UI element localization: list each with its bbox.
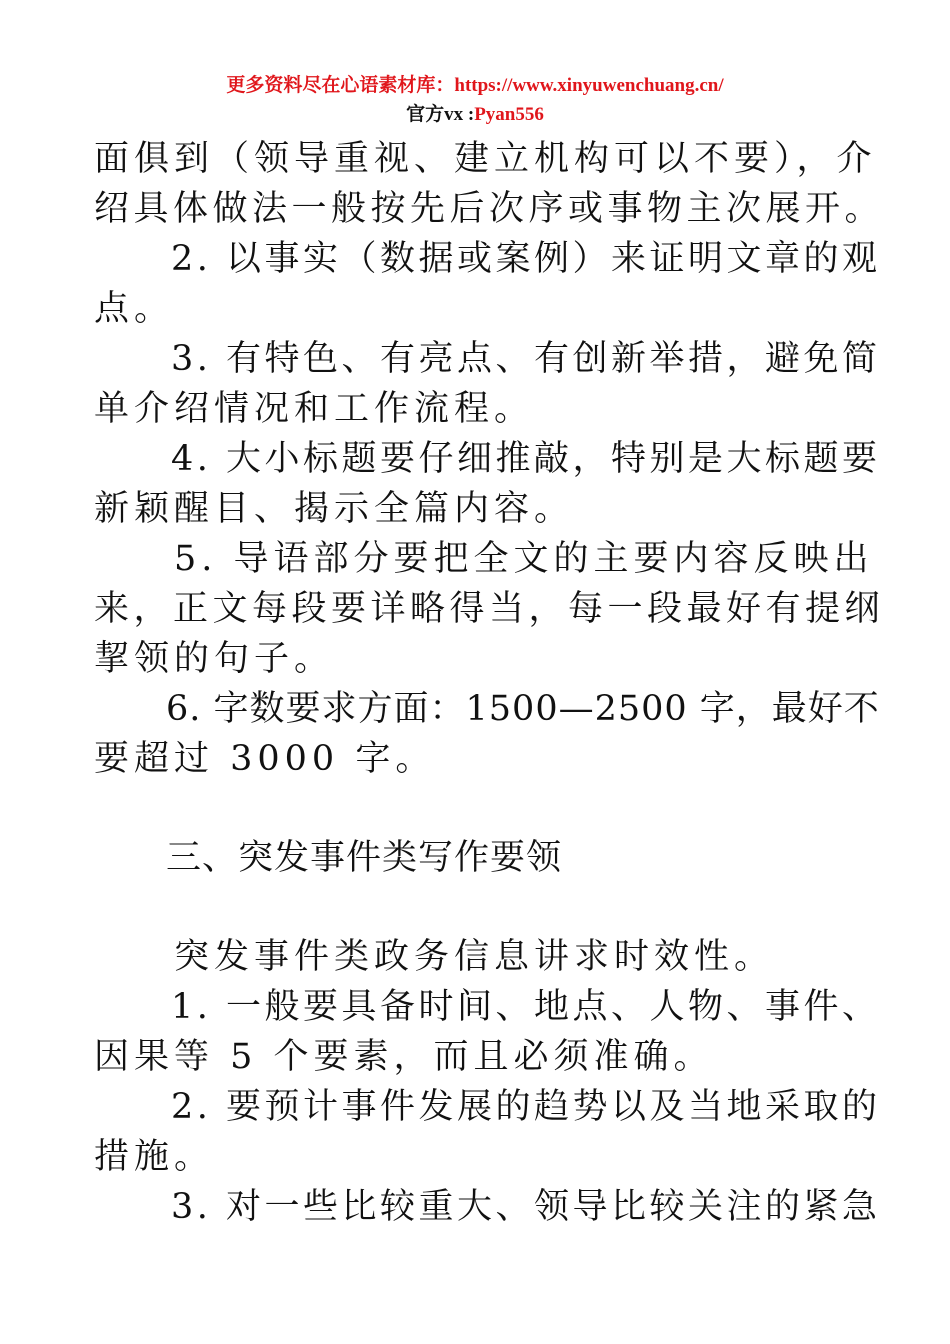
watermark-banner: [0, 70, 950, 97]
watermark-contact-id: Pyan556: [474, 104, 544, 125]
paragraph-line: 要超过 3000 字。: [94, 739, 436, 779]
paragraph-line: 1. 一般要具备时间、地点、人物、事件、: [94, 987, 881, 1027]
paragraph-line: 来，正文每段要详略得当，每一段最好有提纲: [94, 589, 885, 629]
paragraph-line: 3. 对一些比较重大、领导比较关注的紧急: [94, 1187, 881, 1227]
paragraph-line: 5. 导语部分要把全文的主要内容反映出: [94, 539, 874, 579]
section-heading: 三、突发事件类写作要领: [166, 838, 563, 878]
paragraph-line: 突发事件类政务信息讲求时效性。: [94, 937, 775, 977]
paragraph-line: 因果等 5 个要素，而且必须准确。: [94, 1037, 714, 1077]
paragraph-line: 点。: [94, 289, 175, 329]
paragraph-line: 挈领的句子。: [94, 639, 335, 679]
paragraph-line: 措施。: [94, 1137, 215, 1177]
paragraph-line: 单介绍情况和工作流程。: [94, 389, 535, 429]
paragraph-line: 绍具体做法一般按先后次序或事物主次展开。: [94, 189, 885, 229]
paragraph-line: 2. 以事实（数据或案例）来证明文章的观: [94, 239, 881, 279]
watermark-contact: [0, 99, 950, 126]
paragraph-line: 2. 要预计事件发展的趋势以及当地采取的: [94, 1087, 881, 1127]
paragraph-line: 面俱到（领导重视、建立机构可以不要），介: [94, 139, 877, 179]
watermark-text: 更多资料尽在心语素材库：https://www.xinyuwenchuang.cn/: [226, 75, 724, 96]
paragraph-line: 4. 大小标题要仔细推敲，特别是大标题要: [94, 439, 881, 479]
paragraph-line: 新颖醒目、揭示全篇内容。: [94, 489, 575, 529]
watermark-contact-label: 官方vx :: [406, 104, 475, 125]
paragraph-line: 3. 有特色、有亮点、有创新举措，避免简: [94, 339, 881, 379]
paragraph-line: 6. 字数要求方面：1500—2500 字，最好不: [94, 689, 880, 729]
